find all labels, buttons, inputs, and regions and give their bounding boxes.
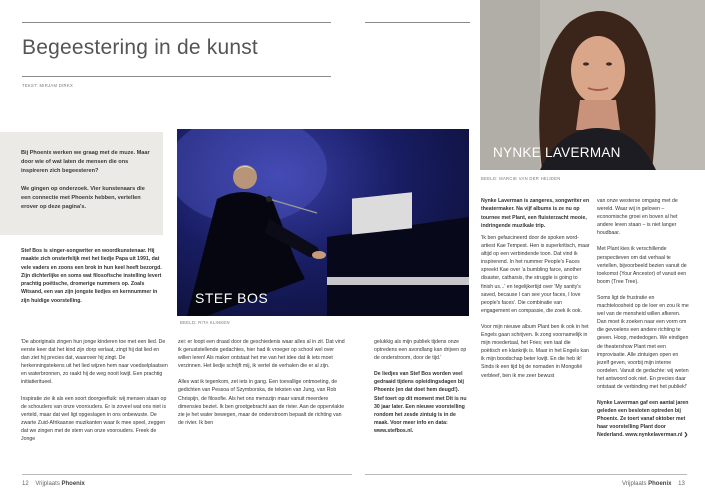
stef-bos-illustration (177, 129, 469, 316)
nynke-laverman-photo (480, 0, 705, 170)
stef-lead-paragraph: Stef Bos is singer-songwriter en woordkunstenaar. Hij maakte zich onsterfelijk met het liedje Papa uit 1991, dat vele vaders en zoons een brok in hun keel heeft bezorgd. Zijn dichterlijke en soms wat filosofische instelling levert prachtig poëtische, dromerige nummers op. Zoals Witsand, een van zijn jongste liedjes en kernnummer in zijn huidige voorstelling. (21, 248, 162, 304)
nynke-info-paragraph (597, 399, 691, 439)
page-title: Begeestering in de kunst (22, 36, 258, 59)
intro-box (0, 132, 163, 235)
stef-bos-photo (177, 129, 469, 316)
author-credit: TEKST: MIRJAM DIRKX (22, 83, 74, 88)
footer-brand-light: Vrijplaats (35, 481, 60, 487)
nynke-paragraph: Voor mijn nieuwe album Plant ben ik ook in het Engels gaan schrijven. Ik zong voornamelijk in mijn moedertaal, het Fries; een taal die poëtisch en klankrijk is. Maar in het Engels kan ik mijn boodschap beter kwijt. En die heb ik! Sinds ik een tijd bij de nomaden in Mongolië verbleef, ben ik me zeer bewust (481, 323, 589, 379)
stef-paragraph: Alles wat ik tegenkom, zet iets in gang. Een toevallige ontmoeting, de gedichten van Pessoa of Szymborska, de teksten van Jung, van Rob Chrispijn, de filosofie. Als het ons menszijn maar vanuit meerdere dimensies beziet. Ik ben grootgebracht aan de rivier. Aan de oppervlakte zie je het water bewegen, maar de onderstroom bepaalt de richting van de rivier. Ik ben (178, 379, 345, 426)
stef-paragraph: 'De aboriginals zingen hun jonge kinderen toe met een lied. De eerste keer dat het kind zijn dorp verlaat, zingt hij dat lied en dan ziet hij precies dat, waarover hij zingt. De herkenningstekens uit het lied wijzen hem naar voedselplaatsen en waterbronnen, zo raakt hij de weg nooit kwijt. Een prachtig initiatieritueel. (21, 339, 168, 386)
nynke-paragraph: van onze westerse omgang met de wereld. Waar wij in geloven – economische groei en boven al het andere leven staan – is niet langer houdbaar. (597, 198, 678, 237)
top-rule-left (22, 22, 331, 23)
page-number-left: 12 (22, 481, 29, 487)
footer-rule-left (22, 474, 352, 475)
intro-paragraph: We gingen op onderzoek. Vier kunstenaars die een connectie met Phoenix hebben, vertellen erover op deze pagina's. (21, 186, 145, 211)
nynke-column-1 (481, 234, 591, 380)
stef-bos-photo-name: STEF BOS (195, 290, 269, 306)
nynke-paragraph: 'Ik ben gefascineerd door de spoken word-artiest Kae Tempest. Hen is superkritisch, maar altijd op een verbindende toon. Dat vind ik inspirerend. In het nummer People's Faces spreekt Kae over 'a bumbling farce, another disaster, catharsis, the struggle is going to finish us...' en tegelijkertijd over 'My sanity's saved, because I can see your faces, I love people's faces'. Die combinatie van engagement en compassie, die zoek ik ook. (481, 235, 590, 314)
stef-column-3 (374, 338, 470, 435)
title-rule (22, 76, 331, 77)
stef-paragraph: gelukkig als mijn publiek tijdens onze optredens een avondlang kan drijven op de onderstroom, door de tijd.' (374, 339, 467, 362)
intro-paragraph: Bij Phoenix werken we graag met de muze. Maar door wie of wat laten de mensen die ons inspireren zich begeesteren? (21, 150, 150, 175)
top-rule-right (365, 22, 470, 23)
stef-paragraph: zei: er loopt een draad door de geschiedenis waar alles al in zit. Dat vind ik geruststellende gedachtes, hier had ik vroeger op school wel over willen leren! Als maker ontstaat het me van het idee dat ik iets moet verzinnen. Het liedje schrijft mij, ik vertel de verhalen die er al zijn. (178, 339, 345, 370)
footer-left (22, 481, 85, 487)
footer-brand-light: Vrijplaats (622, 481, 647, 487)
nynke-paragraph: Met Plant kies ik verschillende perspectieven om dat verhaal te vertellen, bijvoorbeeld bezien vanuit de toekomst (Your Ancestor) of vanuit een boom (Tree Tree). (597, 246, 687, 285)
page-number-right: 13 (678, 481, 685, 487)
footer-brand-bold: Phoenix (648, 481, 672, 487)
nynke-column-2 (597, 197, 691, 440)
nynke-paragraph: Soms ligt de frustratie en machteloosheid op de loer en zou ik me wel van de mensheid willen afkeren. Dan moet ik zoeken naar een vorm om die gevoelens een andere richting te geven. Hoop, mededogen. We eindigen de theatershow Plant met een improvisatie. Alle zintuigen open en jezelf geven, voorbij mijn interne oordelen. Vanuit de gedachte: wij weten het antwoord ook niet. En precies daar ontstaat de verbinding met het publiek!' (597, 294, 689, 390)
nynke-info-text: Nynke Laverman gaf een aantal jaren geleden een besloten optreden bij Phoenix. Ze toert vanaf oktober met haar voorstelling Plant door Nederland. www.nynkelaverman.nl (597, 400, 689, 439)
nynke-lead-paragraph: Nynke Laverman is zangeres, songwriter en theatermaker. Na vijf albums is ze nu op tournee met Plant, een fluisterzacht mooie, indringende muzikale trip. (481, 198, 590, 230)
stef-info-paragraph: De liedjes van Stef Bos worden veel gedraaid tijdens opleidingsdagen bij Phoenix (en dat doet hem deugd!). Stef toert op dit moment met Dit is nu 30 jaar later. Een nieuwe voorstelling rondom het zesde zintuig is in de maak. Voor meer info en data: www.stefbos.nl. (374, 371, 467, 434)
footer-right (622, 481, 685, 487)
nynke-photo-name: NYNKE LAVERMAN (493, 145, 621, 160)
stef-column-1 (21, 338, 168, 443)
stef-paragraph: Inspiratie zie ik als een soort doorgeefluik: wij mensen staan op de schouders van onze voorouders. Er is zoveel wat ons niet is verteld, maar dat wel ligt opgeslagen in ons onbewuste. De zwarte Zuid-Afrikaanse muzikanten waar ik mee speel, zeggen dat we zingen met de stem van onze voorouders. Freek de Jonge (21, 395, 167, 443)
next-arrow-icon: ❯ (683, 432, 689, 439)
stef-column-2 (178, 338, 345, 427)
footer-rule-right (365, 474, 687, 475)
nynke-photo-credit: BEELD: MARCIE VAN DER HEIJDEN (481, 176, 561, 181)
footer-brand-bold: Phoenix (61, 481, 85, 487)
stef-photo-credit: BEELD: RITA KLINKEN (180, 320, 230, 325)
